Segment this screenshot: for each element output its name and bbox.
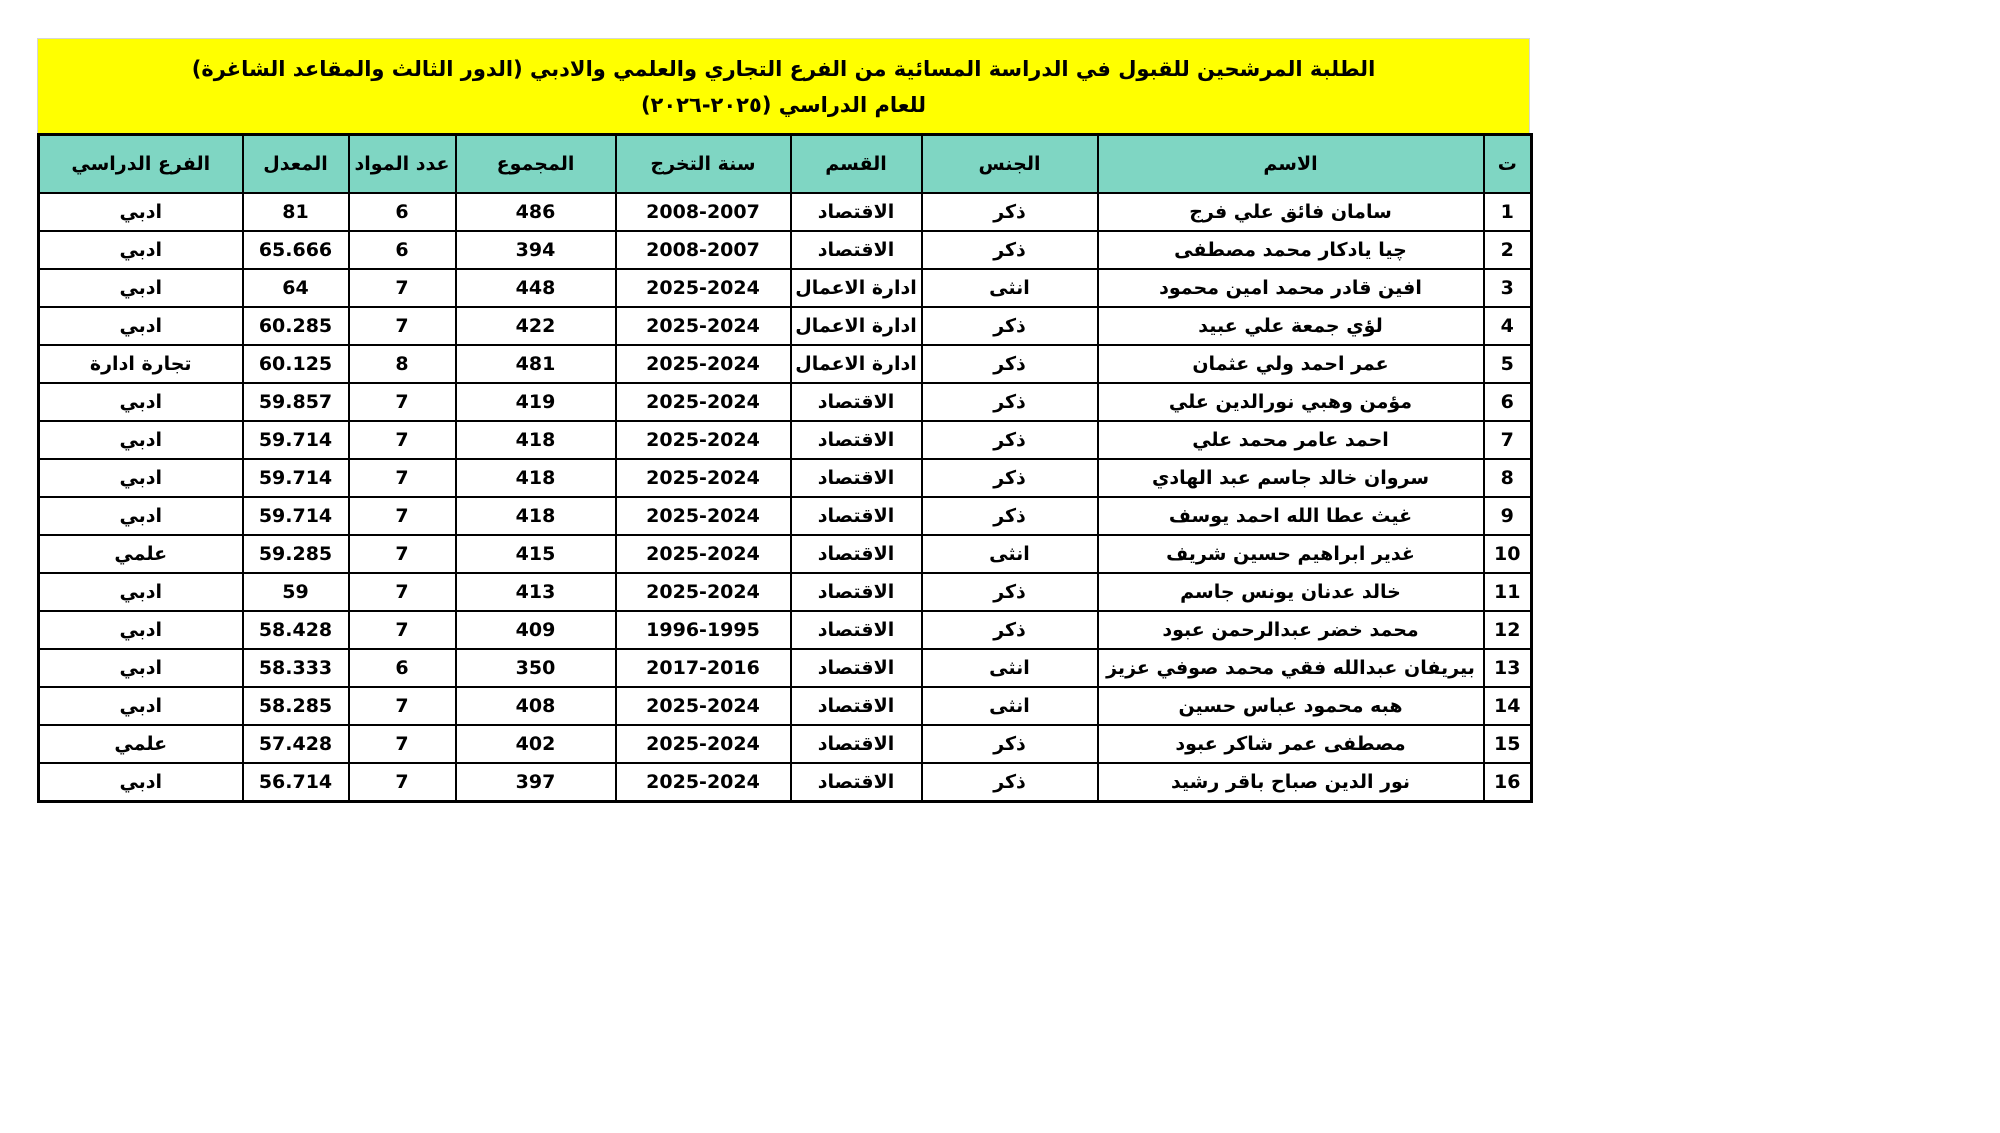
cell-department: الاقتصاد [791,193,922,231]
cell-subjects: 7 [349,535,456,573]
cell-gender: ذكر [922,383,1098,421]
cell-total: 350 [456,649,616,687]
cell-branch: ادبي [39,421,243,459]
cell-seq: 3 [1484,269,1532,307]
table-row [39,269,1532,307]
table-row [39,649,1532,687]
title-line-2: للعام الدراسي (٢٠٢٥-٢٠٢٦) [640,93,927,117]
cell-gender: ذكر [922,345,1098,383]
table-header [39,135,1532,194]
cell-total: 397 [456,763,616,802]
table-row [39,763,1532,802]
cell-branch: ادبي [39,307,243,345]
cell-name: لؤي جمعة علي عبيد [1098,307,1484,345]
table-row [39,535,1532,573]
cell-department: الاقتصاد [791,421,922,459]
cell-subjects: 7 [349,421,456,459]
cell-grad-year: 2025-2024 [616,459,791,497]
table-row [39,725,1532,763]
cell-total: 481 [456,345,616,383]
cell-total: 408 [456,687,616,725]
cell-branch: ادبي [39,383,243,421]
cell-department: ادارة الاعمال [791,269,922,307]
cell-department: الاقتصاد [791,611,922,649]
cell-subjects: 8 [349,345,456,383]
cell-average: 65.666 [243,231,349,269]
cell-grad-year: 2008-2007 [616,231,791,269]
cell-grad-year: 2025-2024 [616,497,791,535]
title-line-1: الطلبة المرشحين للقبول في الدراسة المسائية من الفرع التجاري والعلمي والادبي (الدور الثالث والمقاعد الشاغرة) [191,57,1376,81]
cell-grad-year: 2025-2024 [616,269,791,307]
cell-grad-year: 2025-2024 [616,763,791,802]
cell-subjects: 6 [349,231,456,269]
document-sheet [37,38,1530,803]
cell-grad-year: 2025-2024 [616,345,791,383]
cell-seq: 7 [1484,421,1532,459]
cell-total: 409 [456,611,616,649]
cell-gender: انثى [922,687,1098,725]
cell-average: 59.857 [243,383,349,421]
cell-average: 60.285 [243,307,349,345]
cell-name: افين قادر محمد امين محمود [1098,269,1484,307]
cell-gender: انثى [922,535,1098,573]
cell-grad-year: 2017-2016 [616,649,791,687]
cell-seq: 15 [1484,725,1532,763]
cell-name: احمد عامر محمد علي [1098,421,1484,459]
table-row [39,383,1532,421]
cell-name: مصطفى عمر شاكر عبود [1098,725,1484,763]
cell-department: الاقتصاد [791,763,922,802]
cell-department: الاقتصاد [791,573,922,611]
cell-total: 419 [456,383,616,421]
cell-gender: ذكر [922,193,1098,231]
cell-branch: ادبي [39,193,243,231]
students-table [37,133,1533,803]
cell-seq: 4 [1484,307,1532,345]
cell-seq: 16 [1484,763,1532,802]
cell-subjects: 7 [349,307,456,345]
header-grad-year: سنة التخرج [616,135,791,194]
cell-seq: 11 [1484,573,1532,611]
table-body [39,193,1532,802]
cell-department: الاقتصاد [791,383,922,421]
cell-name: بيريفان عبدالله فقي محمد صوفي عزيز [1098,649,1484,687]
cell-gender: انثى [922,649,1098,687]
cell-total: 418 [456,421,616,459]
cell-total: 418 [456,497,616,535]
cell-seq: 6 [1484,383,1532,421]
table-row [39,573,1532,611]
cell-average: 57.428 [243,725,349,763]
title-banner [37,38,1530,133]
header-gender: الجنس [922,135,1098,194]
cell-subjects: 7 [349,763,456,802]
cell-name: چيا يادكار محمد مصطفى [1098,231,1484,269]
cell-department: الاقتصاد [791,535,922,573]
cell-grad-year: 2025-2024 [616,535,791,573]
cell-total: 422 [456,307,616,345]
cell-total: 448 [456,269,616,307]
cell-grad-year: 2025-2024 [616,307,791,345]
cell-department: الاقتصاد [791,459,922,497]
cell-branch: ادبي [39,763,243,802]
cell-seq: 9 [1484,497,1532,535]
cell-average: 59.714 [243,497,349,535]
cell-branch: ادبي [39,497,243,535]
cell-seq: 14 [1484,687,1532,725]
cell-subjects: 7 [349,459,456,497]
cell-department: الاقتصاد [791,231,922,269]
cell-department: الاقتصاد [791,497,922,535]
cell-gender: ذكر [922,459,1098,497]
table-row [39,345,1532,383]
cell-gender: ذكر [922,763,1098,802]
header-seq: ت [1484,135,1532,194]
cell-subjects: 7 [349,725,456,763]
table-row [39,687,1532,725]
cell-branch: ادبي [39,231,243,269]
cell-subjects: 7 [349,687,456,725]
cell-grad-year: 1996-1995 [616,611,791,649]
cell-branch: علمي [39,535,243,573]
cell-average: 59 [243,573,349,611]
table-row [39,231,1532,269]
cell-gender: ذكر [922,611,1098,649]
cell-average: 64 [243,269,349,307]
cell-gender: ذكر [922,421,1098,459]
cell-branch: تجارة ادارة [39,345,243,383]
cell-subjects: 7 [349,611,456,649]
cell-grad-year: 2025-2024 [616,573,791,611]
cell-branch: ادبي [39,573,243,611]
cell-name: سروان خالد جاسم عبد الهادي [1098,459,1484,497]
header-total: المجموع [456,135,616,194]
cell-subjects: 7 [349,383,456,421]
cell-gender: انثى [922,269,1098,307]
cell-seq: 1 [1484,193,1532,231]
cell-seq: 8 [1484,459,1532,497]
cell-total: 402 [456,725,616,763]
cell-total: 394 [456,231,616,269]
cell-name: سامان فائق علي فرج [1098,193,1484,231]
cell-average: 59.714 [243,421,349,459]
header-branch: الفرع الدراسي [39,135,243,194]
cell-subjects: 7 [349,573,456,611]
cell-total: 418 [456,459,616,497]
table-row [39,459,1532,497]
cell-branch: ادبي [39,269,243,307]
table-row [39,497,1532,535]
cell-branch: علمي [39,725,243,763]
table-row [39,193,1532,231]
cell-grad-year: 2025-2024 [616,687,791,725]
cell-average: 58.428 [243,611,349,649]
cell-average: 81 [243,193,349,231]
cell-seq: 10 [1484,535,1532,573]
cell-total: 415 [456,535,616,573]
header-row [39,135,1532,194]
cell-department: ادارة الاعمال [791,307,922,345]
cell-subjects: 7 [349,269,456,307]
cell-name: خالد عدنان يونس جاسم [1098,573,1484,611]
cell-gender: ذكر [922,497,1098,535]
cell-grad-year: 2008-2007 [616,193,791,231]
cell-name: عمر احمد ولي عثمان [1098,345,1484,383]
cell-subjects: 6 [349,649,456,687]
cell-department: الاقتصاد [791,687,922,725]
cell-average: 56.714 [243,763,349,802]
table-row [39,307,1532,345]
cell-grad-year: 2025-2024 [616,383,791,421]
cell-average: 58.333 [243,649,349,687]
cell-subjects: 7 [349,497,456,535]
cell-department: الاقتصاد [791,725,922,763]
cell-average: 60.125 [243,345,349,383]
cell-average: 59.714 [243,459,349,497]
cell-name: غدير ابراهيم حسين شريف [1098,535,1484,573]
cell-department: الاقتصاد [791,649,922,687]
cell-branch: ادبي [39,649,243,687]
cell-subjects: 6 [349,193,456,231]
table-row [39,421,1532,459]
header-name: الاسم [1098,135,1484,194]
header-subjects: عدد المواد [349,135,456,194]
cell-branch: ادبي [39,459,243,497]
cell-name: غيث عطا الله احمد يوسف [1098,497,1484,535]
cell-name: نور الدين صباح باقر رشيد [1098,763,1484,802]
cell-gender: ذكر [922,231,1098,269]
cell-name: مؤمن وهبي نورالدين علي [1098,383,1484,421]
cell-seq: 13 [1484,649,1532,687]
cell-grad-year: 2025-2024 [616,421,791,459]
cell-total: 486 [456,193,616,231]
cell-grad-year: 2025-2024 [616,725,791,763]
cell-name: هبه محمود عباس حسين [1098,687,1484,725]
cell-gender: ذكر [922,307,1098,345]
cell-branch: ادبي [39,687,243,725]
cell-department: ادارة الاعمال [791,345,922,383]
cell-gender: ذكر [922,725,1098,763]
header-average: المعدل [243,135,349,194]
cell-seq: 12 [1484,611,1532,649]
cell-average: 59.285 [243,535,349,573]
table-row [39,611,1532,649]
cell-average: 58.285 [243,687,349,725]
cell-seq: 2 [1484,231,1532,269]
header-department: القسم [791,135,922,194]
cell-total: 413 [456,573,616,611]
cell-gender: ذكر [922,573,1098,611]
cell-name: محمد خضر عبدالرحمن عبود [1098,611,1484,649]
cell-branch: ادبي [39,611,243,649]
cell-seq: 5 [1484,345,1532,383]
